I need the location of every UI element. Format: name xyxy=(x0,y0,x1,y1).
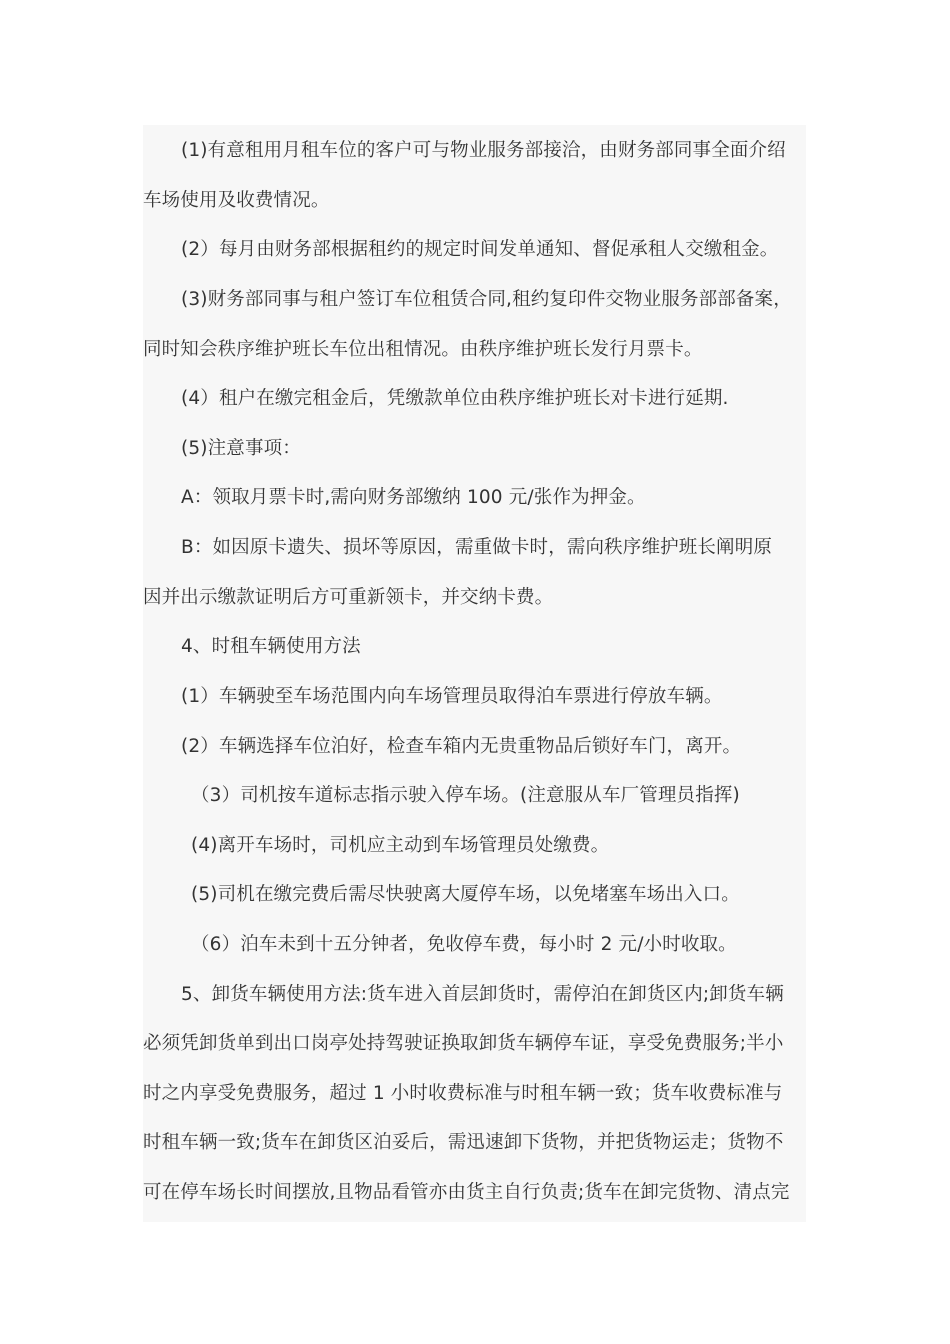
paragraph-line: 因并出示缴款证明后方可重新领卡，并交纳卡费。 xyxy=(143,587,554,608)
paragraph-line: (5)注意事项： xyxy=(181,438,301,459)
paragraph-line: 可在停车场长时间摆放,且物品看管亦由货主自行负责;货车在卸完货物、清点完 xyxy=(143,1182,790,1203)
paragraph-line: 同时知会秩序维护班长车位出租情况。由秩序维护班长发行月票卡。 xyxy=(143,339,703,360)
paragraph-line: (4)离开车场时，司机应主动到车场管理员处缴费。 xyxy=(191,835,610,856)
paragraph-line: (3)财务部同事与租户签订车位租赁合同,租约复印件交物业服务部部备案， xyxy=(181,289,792,310)
paragraph-line: （6）泊车未到十五分钟者，免收停车费，每小时 2 元/小时收取。 xyxy=(191,934,737,955)
paragraph-line: （3）司机按车道标志指示驶入停车场。(注意服从车厂管理员指挥) xyxy=(191,785,740,806)
paragraph-line: B：如因原卡遗失、损坏等原因，需重做卡时，需向秩序维护班长阐明原 xyxy=(181,537,772,558)
paragraph-line: 5、卸货车辆使用方法:货车进入首层卸货时，需停泊在卸货区内;卸货车辆 xyxy=(181,984,784,1005)
paragraph-line: (1）车辆驶至车场范围内向车场管理员取得泊车票进行停放车辆。 xyxy=(181,686,723,707)
paragraph-line: 时租车辆一致;货车在卸货区泊妥后，需迅速卸下货物，并把货物运走；货物不 xyxy=(143,1132,784,1153)
document-text-block xyxy=(143,125,806,1222)
paragraph-line: A：领取月票卡时,需向财务部缴纳 100 元/张作为押金。 xyxy=(181,487,646,508)
paragraph-line: (2）车辆选择车位泊好，检查车箱内无贵重物品后锁好车门，离开。 xyxy=(181,736,742,757)
paragraph-line: 车场使用及收费情况。 xyxy=(143,190,330,211)
paragraph-line: (4）租户在缴完租金后，凭缴款单位由秩序维护班长对卡进行延期. xyxy=(181,388,729,409)
section-heading: 4、时租车辆使用方法 xyxy=(181,636,361,657)
paragraph-line: (5)司机在缴完费后需尽快驶离大厦停车场，以免堵塞车场出入口。 xyxy=(191,884,740,905)
paragraph-line: 时之内享受免费服务，超过 1 小时收费标准与时租车辆一致；货车收费标准与 xyxy=(143,1083,783,1104)
paragraph-line: (1)有意租用月租车位的客户可与物业服务部接洽，由财务部同事全面介绍 xyxy=(181,140,786,161)
paragraph-line: (2）每月由财务部根据租约的规定时间发单通知、督促承租人交缴租金。 xyxy=(181,239,779,260)
paragraph-line: 必须凭卸货单到出口岗亭处持驾驶证换取卸货车辆停车证，享受免费服务;半小 xyxy=(143,1033,784,1054)
